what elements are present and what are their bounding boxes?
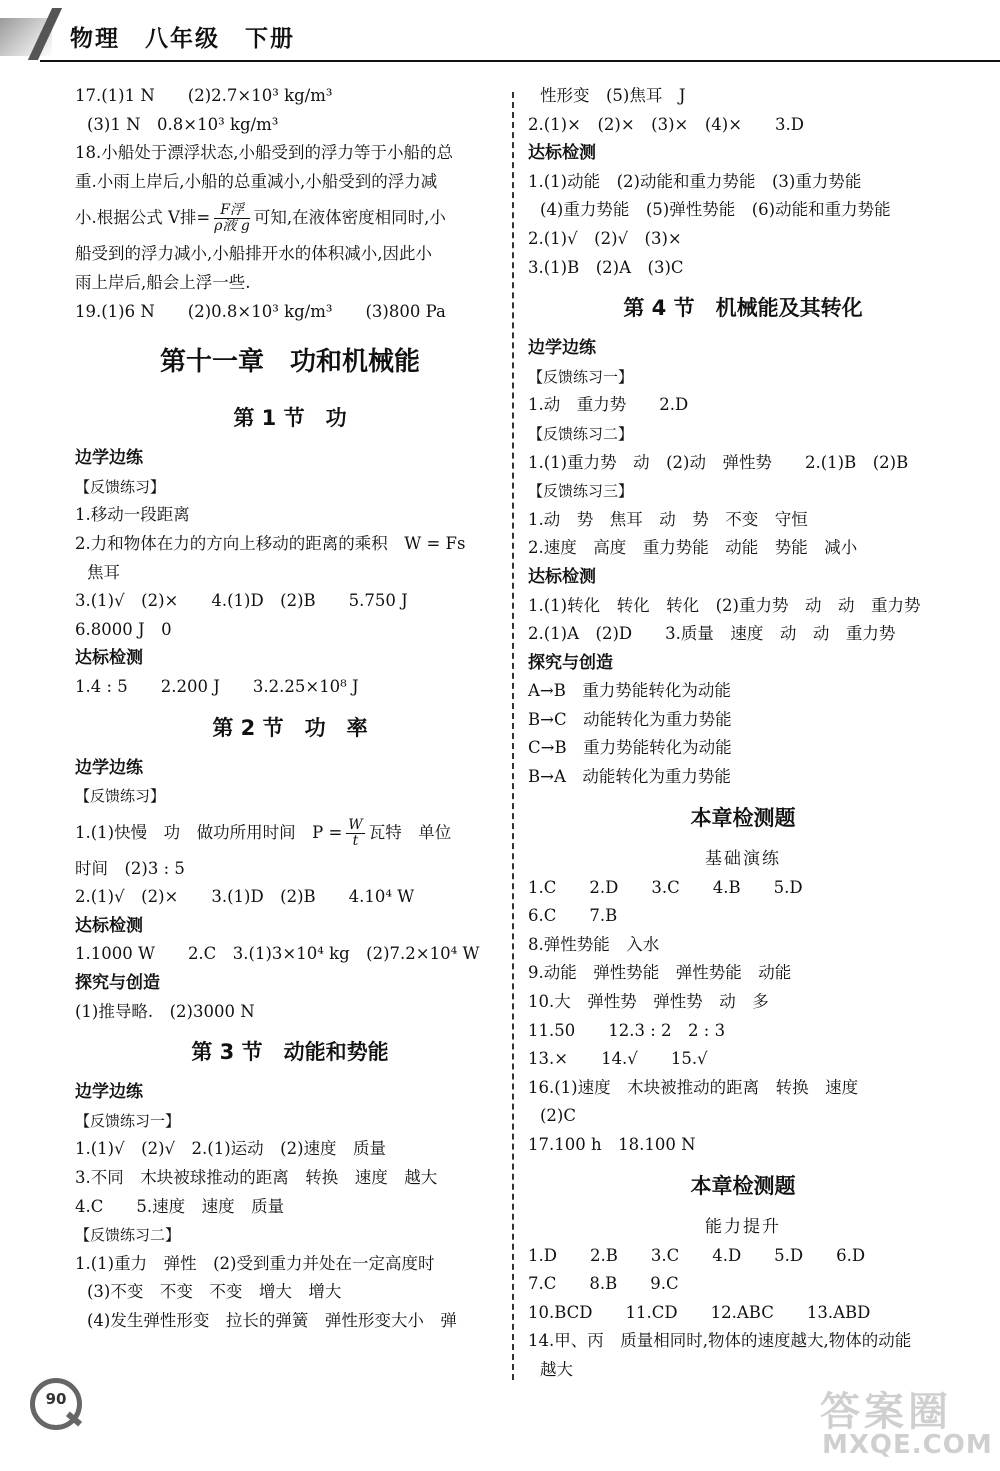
formula-line [75, 196, 505, 240]
watermark-logo: 答案圈 [820, 1389, 952, 1435]
answer-line: B→C 动能转化为重力势能 [528, 709, 732, 729]
exercise-label: 【反馈练习一】 [528, 367, 634, 386]
answer-line: B→A 动能转化为重力势能 [528, 767, 731, 787]
answer-line: (4)重力势能 (5)弹性势能 (6)动能和重力势能 [540, 200, 891, 220]
answer-line: 17.(1)1 N (2)2.7×10³ kg/m³ [75, 86, 333, 105]
exercise-label: 【反馈练习一】 [75, 1111, 181, 1130]
answer-line: 1.C 2.D 3.C 4.B 5.D [528, 877, 803, 897]
answer-line: 6.C 7.B [528, 906, 618, 926]
answer-line: 2.(1)√ (2)× 3.(1)D (2)B 4.10⁴ W [75, 887, 415, 907]
answer-line: 越大 [540, 1359, 573, 1379]
answer-line: 9.动能 弹性势能 弹性势能 动能 [528, 963, 792, 983]
section-heading: 达标检测 [528, 566, 596, 587]
test-title: 本章检测题 [690, 1173, 796, 1198]
answer-line: 8.弹性势能 入水 [528, 934, 660, 954]
answer-line: (1)推导略. (2)3000 N [75, 1001, 255, 1021]
formula-prefix: 小.根据公式 V排= [75, 208, 211, 228]
exercise-label: 【反馈练习三】 [528, 482, 634, 501]
section-heading: 边学边练 [75, 757, 143, 778]
answer-line: 7.C 8.B 9.C [528, 1274, 679, 1294]
answer-line: 1.动 势 焦耳 动 势 不变 守恒 [528, 509, 808, 529]
answer-line: 2.(1)× (2)× (3)× (4)× 3.D [528, 114, 805, 134]
answer-line: 16.(1)速度 木块被推动的距离 转换 速度 [528, 1077, 859, 1097]
answer-line: 2.力和物体在力的方向上移动的距离的乘积 W = Fs [75, 533, 466, 553]
exercise-label: 【反馈练习】 [75, 787, 166, 806]
right-column [528, 82, 958, 1385]
test-subtitle: 能力提升 [705, 1216, 781, 1237]
section-title: 第 3 节 动能和势能 [191, 1040, 389, 1065]
answer-line: (3)不变 不变 不变 增大 增大 [87, 1282, 342, 1302]
fraction-numerator: W [348, 816, 363, 833]
section-heading: 达标检测 [528, 143, 596, 164]
page-number: 90 [45, 1390, 67, 1408]
answer-line: 10.BCD 11.CD 12.ABC 13.ABD [528, 1302, 871, 1322]
section-heading: 达标检测 [75, 648, 143, 669]
answer-line: 19.(1)6 N (2)0.8×10³ kg/m³ (3)800 Pa [75, 301, 446, 321]
fraction-numerator: F浮 [214, 203, 250, 219]
chapter-title: 第十一章 功和机械能 [159, 347, 420, 378]
answer-line: 性形变 (5)焦耳 J [540, 86, 686, 105]
answer-line: 1.动 重力势 2.D [528, 395, 689, 415]
answer-line: (4)发生弹性形变 拉长的弹簧 弹性形变大小 弹 [87, 1311, 457, 1330]
formula-prefix: 1.(1)快慢 功 做功所用时间 P = [75, 822, 343, 842]
answer-line: (2)C [540, 1106, 576, 1126]
fraction-power [346, 818, 364, 849]
fraction-buoyancy [214, 203, 250, 234]
answer-line: 1.(1)重力势 动 (2)动 弹性势 2.(1)B (2)B [528, 452, 909, 472]
answer-line: 6.8000 J 0 [75, 619, 172, 639]
answer-line: 1.1000 W 2.C 3.(1)3×10⁴ kg (2)7.2×10⁴ W [75, 944, 480, 964]
answer-line: 3.不同 木块被球推动的距离 转换 速度 越大 [75, 1168, 438, 1188]
answer-line: 1.D 2.B 3.C 4.D 5.D 6.D [528, 1245, 866, 1265]
page-header [0, 0, 1000, 62]
section-title: 第 2 节 功 率 [212, 715, 368, 740]
answer-line: 2.(1)A (2)D 3.质量 速度 动 动 重力势 [528, 624, 896, 644]
answer-line: 雨上岸后,船会上浮一些. [75, 272, 251, 292]
answer-line: 时间 (2)3 : 5 [75, 858, 185, 878]
section-heading: 达标检测 [75, 915, 143, 936]
formula-suffix: 瓦特 单位 [368, 822, 452, 842]
section-heading: 探究与创造 [75, 973, 160, 994]
answer-line: 2.速度 高度 重力势能 动能 势能 减小 [528, 538, 858, 558]
test-subtitle: 基础演练 [705, 848, 781, 869]
answer-line: 14.甲、丙 质量相同时,物体的速度越大,物体的动能 [528, 1331, 912, 1351]
answer-line: 1.4 : 5 2.200 J 3.2.25×10⁸ J [75, 676, 359, 696]
answer-line: 13.× 14.√ 15.√ [528, 1049, 708, 1069]
header-rule [40, 60, 1000, 62]
left-column [75, 82, 505, 1336]
answer-line: 3.(1)B (2)A (3)C [528, 257, 684, 277]
answer-line: (3)1 N 0.8×10³ kg/m³ [87, 114, 279, 134]
answer-line: 11.50 12.3 : 2 2 : 3 [528, 1020, 726, 1040]
formula-line [75, 811, 505, 855]
exercise-label: 【反馈练习】 [75, 477, 166, 496]
answer-line: 3.(1)√ (2)× 4.(1)D (2)B 5.750 J [75, 591, 408, 611]
formula-suffix: 可知,在液体密度相同时,小 [253, 208, 446, 228]
answer-line: 18.小船处于漂浮状态,小船受到的浮力等于小船的总 [75, 143, 453, 163]
test-title: 本章检测题 [690, 805, 796, 830]
answer-line: 1.(1)重力 弹性 (2)受到重力并处在一定高度时 [75, 1253, 435, 1273]
answer-line: C→B 重力势能转化为动能 [528, 738, 732, 758]
page-number-badge [30, 1378, 84, 1432]
answer-line: 2.(1)√ (2)√ (3)× [528, 228, 682, 248]
answer-line: 船受到的浮力减小,小船排开水的体积减小,因此小 [75, 244, 432, 264]
answer-line: A→B 重力势能转化为动能 [528, 681, 731, 701]
answer-line: 1.(1)√ (2)√ 2.(1)运动 (2)速度 质量 [75, 1139, 387, 1159]
answer-line: 重.小雨上岸后,小船的总重减小,小船受到的浮力减 [75, 171, 438, 191]
header-title: 物理 八年级 下册 [70, 26, 295, 52]
watermark-url: MXQE.COM [822, 1430, 993, 1460]
answer-line: 10.大 弹性势 弹性势 动 多 [528, 992, 769, 1012]
fraction-denominator: ρ液 g [214, 218, 250, 235]
section-heading: 探究与创造 [528, 652, 613, 673]
answer-line: 1.(1)动能 (2)动能和重力势能 (3)重力势能 [528, 171, 862, 191]
answer-line: 1.移动一段距离 [75, 505, 190, 525]
answer-line: 17.100 h 18.100 N [528, 1135, 696, 1154]
answer-line: 1.(1)转化 转化 转化 (2)重力势 动 动 重力势 [528, 595, 921, 615]
section-heading: 边学边练 [528, 338, 596, 359]
column-divider [512, 92, 514, 1380]
section-heading: 边学边练 [75, 1082, 143, 1103]
exercise-label: 【反馈练习二】 [528, 424, 634, 443]
section-heading: 边学边练 [75, 448, 143, 469]
section-title: 第 1 节 功 [233, 406, 347, 431]
exercise-label: 【反馈练习二】 [75, 1226, 181, 1245]
answer-line: 焦耳 [87, 562, 120, 582]
fraction-denominator: t [352, 832, 359, 849]
answer-line: 4.C 5.速度 速度 质量 [75, 1196, 285, 1216]
section-title: 第 4 节 机械能及其转化 [623, 296, 863, 321]
watermark [820, 1380, 993, 1462]
